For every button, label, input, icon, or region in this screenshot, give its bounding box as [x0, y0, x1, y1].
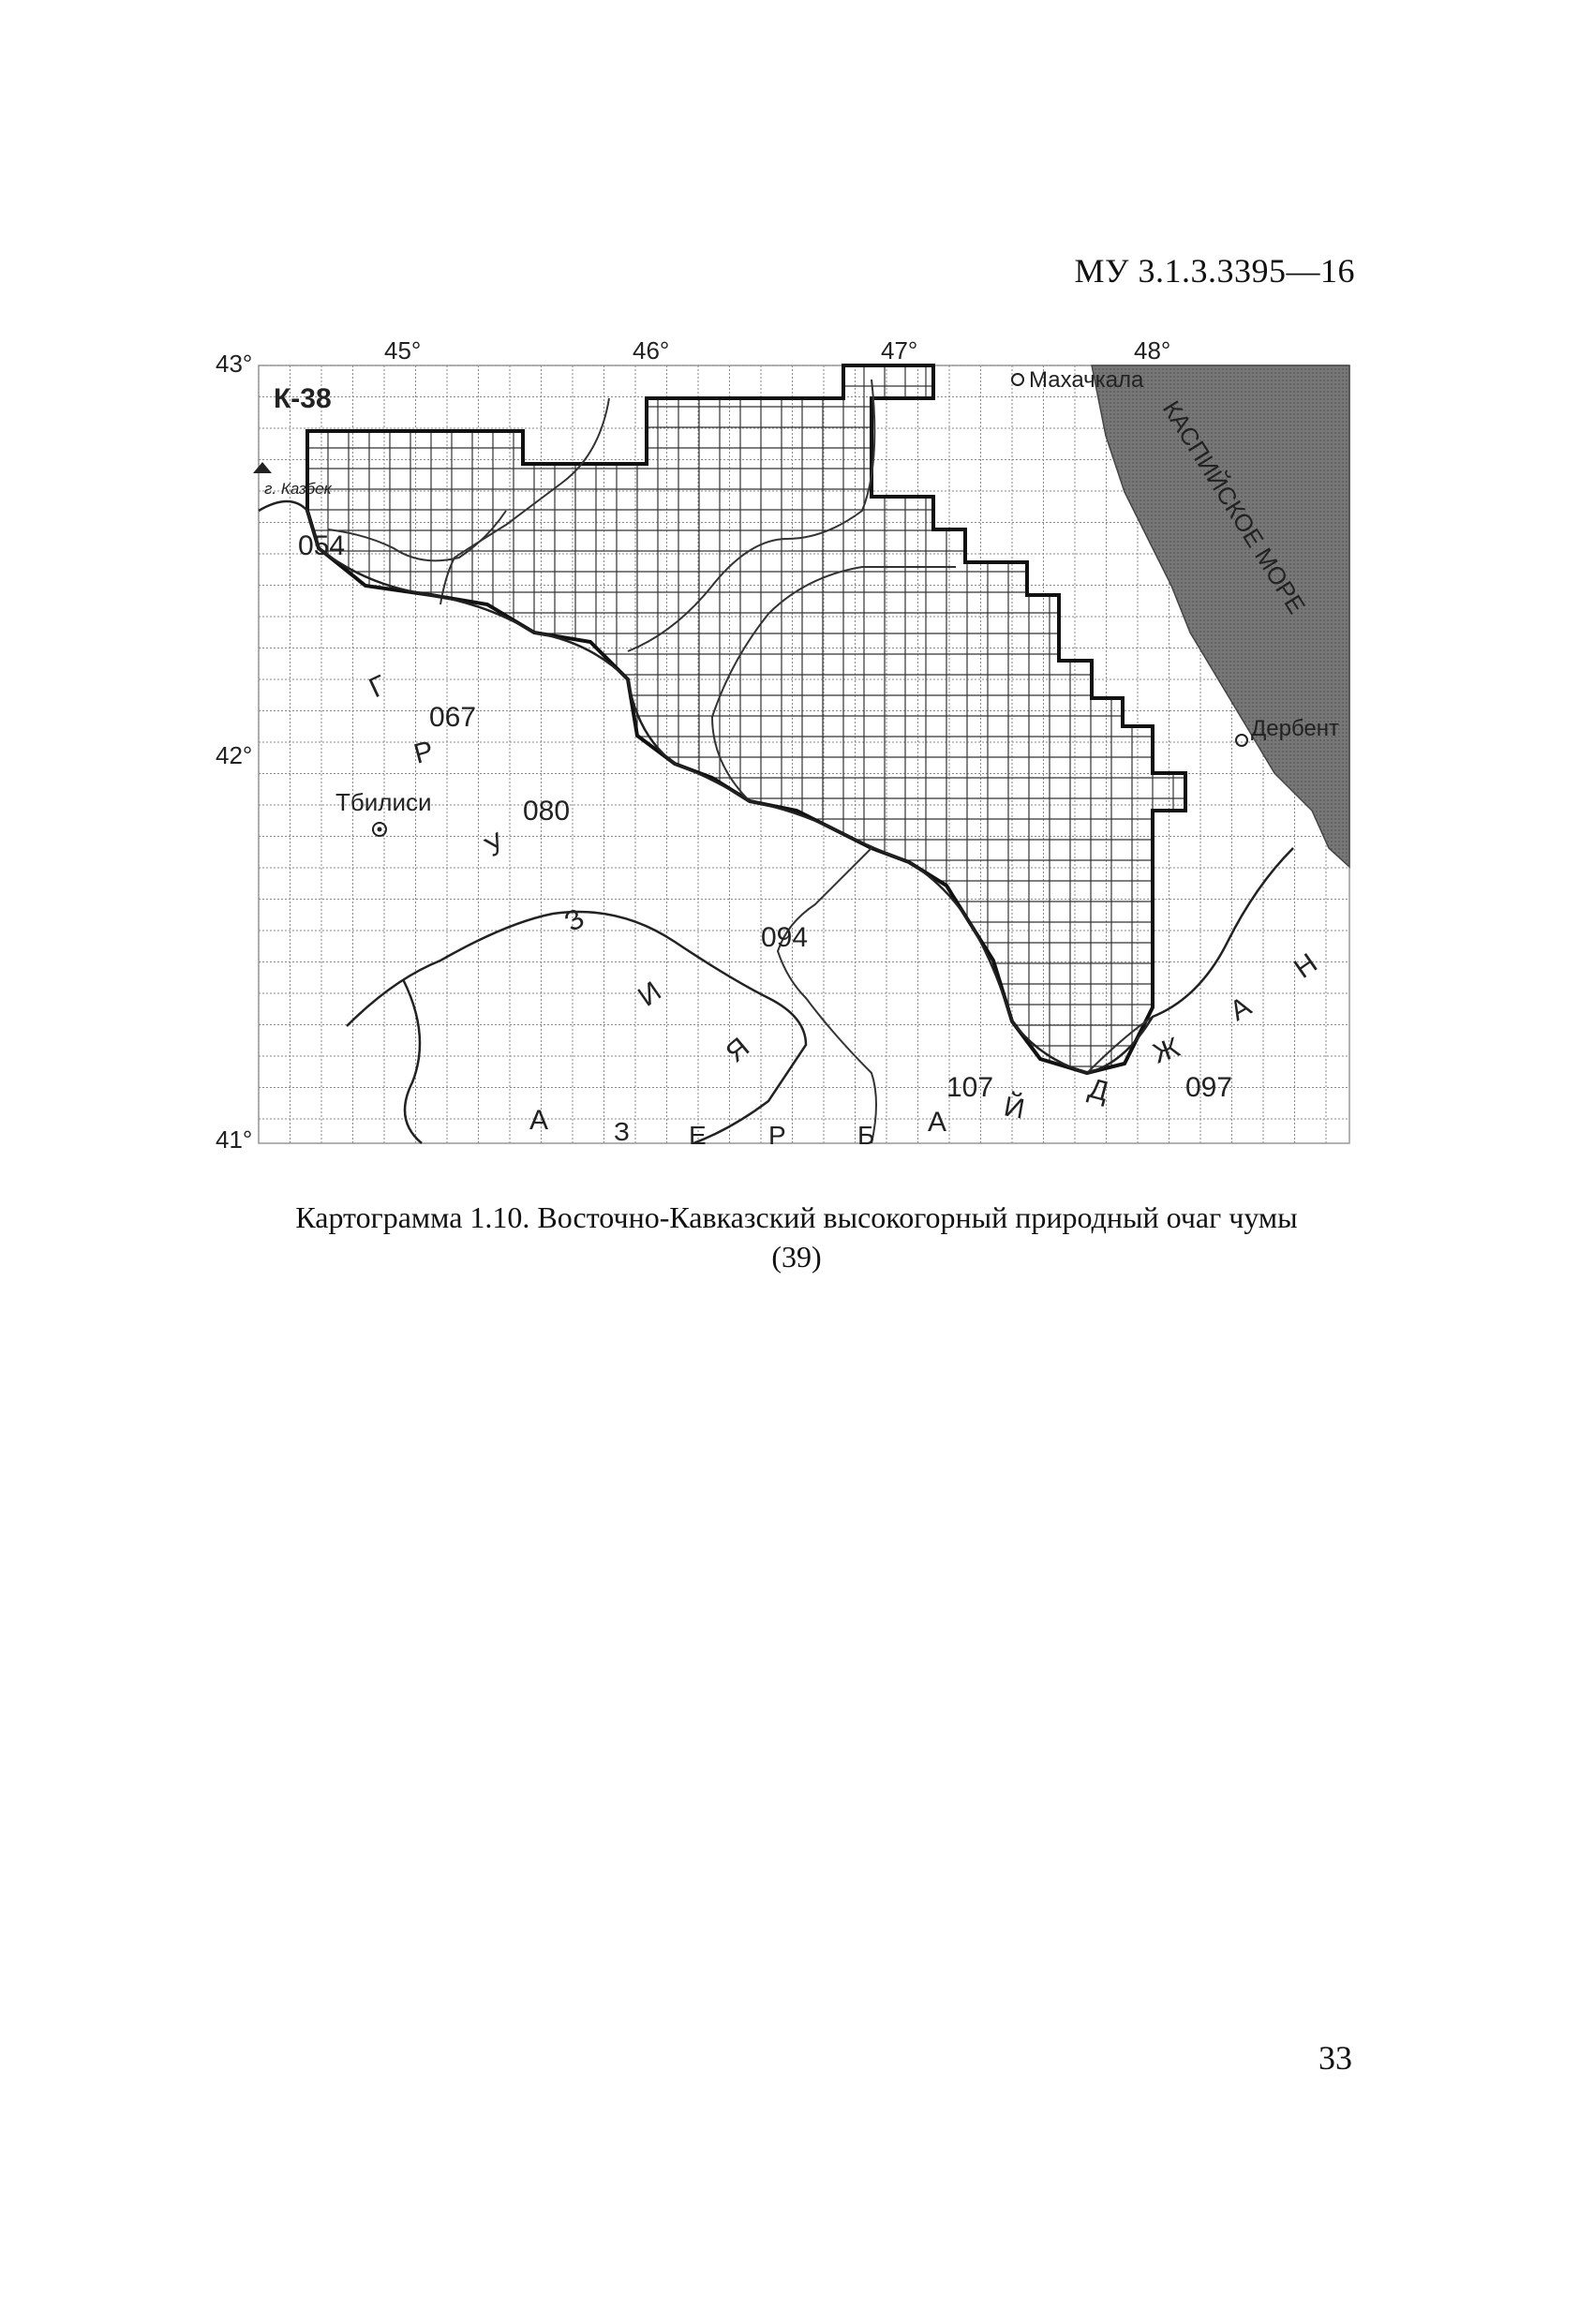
longitude-48: 48° — [1134, 336, 1171, 365]
azerbaijan-letter-1: А — [529, 1105, 549, 1136]
region-080: 080 — [523, 796, 571, 827]
caption-line-2: (39) — [771, 1240, 822, 1274]
region-067: 067 — [429, 702, 477, 733]
map-caption — [187, 1198, 1406, 1276]
region-094: 094 — [761, 922, 809, 953]
azerbaijan-letter-10: А — [1225, 991, 1257, 1028]
latitude-42: 42° — [216, 741, 253, 769]
azerbaijan-letter-6: А — [928, 1107, 947, 1138]
georgia-letter-5: И — [633, 976, 667, 1013]
document-code: МУ 3.1.3.3395—16 — [1074, 252, 1355, 290]
sheet-label: К-38 — [274, 383, 332, 414]
city-makhachkala: Махачкала — [1029, 367, 1144, 393]
city-derbent: Дербент — [1251, 716, 1340, 741]
azerbaijan-letter-7: Й — [1001, 1091, 1027, 1125]
georgia-letter-2: Р — [410, 735, 438, 770]
azerbaijan-letter-4: Р — [768, 1121, 786, 1150]
caption-line-1: Картограмма 1.10. Восточно-Кавказский высокогорный природный очаг чумы — [295, 1200, 1298, 1234]
latitude-43: 43° — [216, 350, 253, 378]
azerbaijan-letter-11: Н — [1289, 947, 1323, 985]
region-107: 107 — [946, 1072, 994, 1103]
azerbaijan-letter-3: Е — [689, 1121, 707, 1150]
region-054: 054 — [298, 530, 346, 561]
tbilisi-marker-dot — [378, 827, 382, 832]
georgia-letter-3: У — [480, 827, 512, 864]
longitude-47: 47° — [881, 336, 918, 365]
caspian-sea-label: КАСПИЙСКОЕ МОРЕ — [1156, 395, 1312, 619]
plague-focus-map — [216, 323, 1359, 1154]
georgia-letter-6: Я — [720, 1032, 756, 1069]
city-tbilisi: Тбилиси — [335, 788, 432, 816]
region-097: 097 — [1185, 1072, 1233, 1103]
azerbaijan-letter-5: Б — [857, 1121, 875, 1150]
longitude-46: 46° — [633, 336, 670, 365]
latitude-41: 41° — [216, 1125, 253, 1154]
georgia-letter-4: З — [559, 902, 590, 939]
azerbaijan-letter-8: Д — [1085, 1072, 1112, 1109]
longitude-45: 45° — [384, 336, 422, 365]
georgia-letter-1: Г — [365, 669, 392, 705]
azerbaijan-letter-9: Ж — [1149, 1032, 1184, 1070]
azerbaijan-letter-2: З — [614, 1117, 630, 1146]
kazbek-label: г. Казбек — [264, 480, 332, 498]
page-number: 33 — [1318, 2039, 1352, 2077]
